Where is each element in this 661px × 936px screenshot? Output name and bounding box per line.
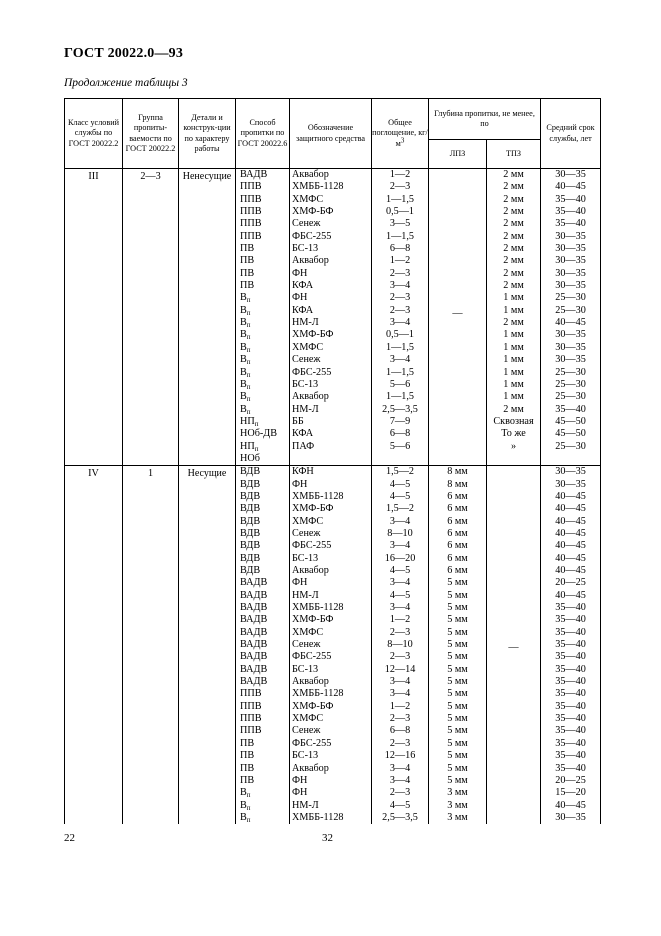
table-cell: ФН — [292, 577, 308, 589]
table-cell: ФН — [292, 267, 308, 279]
table-cell: 1 мм — [503, 329, 524, 341]
table-cell: КФА — [292, 428, 314, 440]
parts-cell: Ненесущие — [179, 169, 236, 466]
table-cell: ВДВ — [240, 552, 261, 564]
table-cell: ФБС-255 — [292, 651, 332, 663]
table-cell: 1 мм — [503, 304, 524, 316]
table-cell: 2 мм — [503, 317, 524, 329]
table-cell: Аквабор — [292, 762, 329, 774]
table-cell: ВДВ — [240, 478, 261, 490]
table-cell: НМ-Л — [292, 799, 319, 811]
table-cell: Аквабор — [292, 391, 329, 403]
dash-mark: — — [508, 642, 519, 654]
parts-cell: Несущие — [179, 466, 236, 824]
table-cell: 40—45 — [555, 181, 586, 193]
table-cell: 2 мм — [503, 280, 524, 292]
tpz-column — [487, 466, 541, 824]
table-cell: 6 мм — [447, 503, 468, 515]
table-cell: 40—45 — [555, 565, 586, 576]
table-cell: ВДВ — [240, 490, 261, 502]
table-cell: Сенеж — [292, 639, 321, 651]
table-cell: 4—5 — [389, 490, 411, 502]
method-column — [236, 169, 290, 466]
table-cell: НМ-Л — [292, 403, 319, 415]
table-cell: 35—40 — [555, 639, 586, 651]
table-cell: 2,5—3,5 — [382, 403, 418, 415]
table-cell: 3—4 — [389, 602, 411, 614]
table-cell: 5 мм — [447, 725, 468, 737]
table-cell: ВДВ — [240, 503, 261, 515]
table-cell: 40—45 — [555, 515, 586, 527]
lpz-column — [429, 466, 487, 824]
impregnation-table — [64, 98, 601, 824]
table-cell: 4—5 — [389, 799, 411, 811]
table-cell: ХМФС — [292, 515, 324, 527]
table-cell: 2,5—3,5 — [382, 811, 418, 823]
table-cell: ХМББ-1128 — [292, 490, 344, 502]
table-cell: 30—35 — [555, 280, 586, 292]
header-lpz: ЛПЗ — [429, 140, 487, 169]
life-column — [541, 466, 601, 824]
document-title: ГОСТ 20022.0—93 — [64, 46, 184, 61]
table-cell: 3 мм — [447, 799, 468, 811]
table-cell: 30—35 — [555, 341, 586, 353]
table-cell: $В_п$ — [240, 329, 251, 342]
table-cell: 40—45 — [555, 317, 586, 329]
table-cell: ПВ — [240, 750, 255, 762]
table-cell: $В_п$ — [240, 354, 251, 367]
table-cell: 25—30 — [555, 366, 586, 378]
table-cell: ВАДВ — [240, 589, 268, 601]
table-cell: 5 мм — [447, 614, 468, 626]
table-cell: ВАДВ — [240, 663, 268, 675]
table-cell: 1—1,5 — [385, 341, 414, 353]
table-cell: ФН — [292, 292, 308, 304]
table-cell: ПВ — [240, 737, 255, 749]
table-cell: 30—35 — [555, 230, 586, 242]
table-cell: 2 мм — [503, 255, 524, 267]
table-cell: 25—30 — [555, 440, 586, 452]
table-section — [65, 169, 601, 466]
table-cell: ФБС-255 — [292, 230, 332, 242]
table-cell: $В_п$ — [240, 341, 251, 354]
table-cell: 2 мм — [503, 181, 524, 193]
table-cell: ПВ — [240, 243, 255, 255]
table-cell: 2 мм — [503, 169, 524, 180]
table-cell: ХМФС — [292, 626, 324, 638]
table-cell: 5 мм — [447, 639, 468, 651]
table-cell: 4—5 — [389, 565, 411, 576]
table-cell: ППВ — [240, 181, 262, 193]
table-cell: БС-13 — [292, 663, 319, 675]
table-cell: ББ — [292, 415, 304, 427]
table-cell: ВАДВ — [240, 577, 268, 589]
table-cell: 40—45 — [555, 503, 586, 515]
table-cell: 30—35 — [555, 255, 586, 267]
table-cell: 40—45 — [555, 589, 586, 601]
table-cell: Аквабор — [292, 169, 329, 180]
table-cell: 1 мм — [503, 391, 524, 403]
table-cell: 8 мм — [447, 466, 468, 478]
lpz-column — [429, 169, 487, 466]
table-cell: Сквозная — [493, 415, 534, 427]
table-cell: 12—14 — [384, 663, 416, 675]
table-cell: 35—40 — [555, 700, 586, 712]
table-cell: ПВ — [240, 255, 255, 267]
header-absorption: Общее поглощение, $кг/м^3$ — [372, 99, 429, 169]
table-cell: 3—4 — [389, 676, 411, 688]
table-cell: 30—35 — [555, 811, 586, 823]
table-cell: 30—35 — [555, 169, 586, 180]
table-cell: ФН — [292, 478, 308, 490]
table-cell: 1—2 — [389, 255, 411, 267]
table-cell: 1—1,5 — [385, 391, 414, 403]
table-cell: 45—50 — [555, 428, 586, 440]
table-cell: 35—40 — [555, 725, 586, 737]
table-cell: 40—45 — [555, 490, 586, 502]
absorption-column — [372, 466, 429, 824]
table-cell: ППВ — [240, 218, 262, 230]
table-cell: $В_п$ — [240, 317, 251, 330]
table-cell: КФА — [292, 280, 314, 292]
table-cell: $В_п$ — [240, 378, 251, 391]
table-cell: ППВ — [240, 700, 262, 712]
table-cell: 2—3 — [389, 737, 411, 749]
table-cell: ПАФ — [292, 440, 315, 452]
class-cell: IV — [65, 466, 123, 824]
table-cell: 1—1,5 — [385, 366, 414, 378]
table-cell: 2 мм — [503, 218, 524, 230]
table-cell: 35—40 — [555, 218, 586, 230]
table-cell: ФБС-255 — [292, 366, 332, 378]
table-cell: ПВ — [240, 774, 255, 786]
table-cell: ХМФ-БФ — [292, 700, 334, 712]
table-cell: 12—16 — [384, 750, 416, 762]
table-cell: ФБС-255 — [292, 540, 332, 552]
table-cell: 3—4 — [389, 540, 411, 552]
table-cell: 6—8 — [389, 243, 411, 255]
table-cell: 1 мм — [503, 292, 524, 304]
table-cell: ППВ — [240, 206, 262, 218]
table-cell: ВАДВ — [240, 614, 268, 626]
table-cell: 40—45 — [555, 552, 586, 564]
header-method: Способ пропитки по ГОСТ 20022.6 — [236, 99, 290, 169]
table-cell: 6 мм — [447, 490, 468, 502]
table-cell: 30—35 — [555, 478, 586, 490]
table-cell: $В_п$ — [240, 403, 251, 416]
table-cell: 5 мм — [447, 774, 468, 786]
table-cell: 3—4 — [389, 577, 411, 589]
table-cell: 5—6 — [389, 440, 411, 452]
table-cell: 3—4 — [389, 280, 411, 292]
class-cell: III — [65, 169, 123, 466]
table-cell: 5 мм — [447, 700, 468, 712]
table-cell: 45—50 — [555, 415, 586, 427]
table-cell: 35—40 — [555, 206, 586, 218]
table-cell: 5 мм — [447, 663, 468, 675]
table-cell: 5 мм — [447, 737, 468, 749]
table-cell: БС-13 — [292, 552, 319, 564]
table-cell: 1—2 — [389, 700, 411, 712]
table-cell: 5 мм — [447, 688, 468, 700]
table-cell: 1 мм — [503, 378, 524, 390]
table-cell: 5 мм — [447, 602, 468, 614]
table-cell: ПВ — [240, 762, 255, 774]
table-cell: Аквабор — [292, 255, 329, 267]
table-cell: 2 мм — [503, 206, 524, 218]
table-cell: ХМББ-1128 — [292, 181, 344, 193]
header-parts: Детали и конструк-ции по характеру работы — [179, 99, 236, 169]
table-cell: БС-13 — [292, 378, 319, 390]
table-cell: 5 мм — [447, 676, 468, 688]
table-cell: Сенеж — [292, 527, 321, 539]
table-cell: 0,5—1 — [385, 206, 414, 218]
table-cell: 35—40 — [555, 602, 586, 614]
page-number-left: 22 — [64, 832, 75, 844]
method-column — [236, 466, 290, 824]
table-cell: 1 мм — [503, 341, 524, 353]
table-cell: 20—25 — [555, 774, 586, 786]
table-cell: ПВ — [240, 280, 255, 292]
table-cell: 40—45 — [555, 540, 586, 552]
table-cell: 25—30 — [555, 304, 586, 316]
table-cell: 1—1,5 — [385, 193, 414, 205]
table-cell: $В_п$ — [240, 811, 251, 824]
table-cell: Аквабор — [292, 565, 329, 576]
table-cell: 35—40 — [555, 750, 586, 762]
table-cell: 35—40 — [555, 737, 586, 749]
table-cell: $В_п$ — [240, 366, 251, 379]
table-section — [65, 466, 601, 824]
table-cell: ВАДВ — [240, 639, 268, 651]
table-cell: 0,5—1 — [385, 329, 414, 341]
table-cell: 35—40 — [555, 193, 586, 205]
table-cell: 1 мм — [503, 366, 524, 378]
table-cell: 6 мм — [447, 565, 468, 576]
table-cell: НМ-Л — [292, 589, 319, 601]
group-cell: 2—3 — [123, 169, 179, 466]
table-cell: БС-13 — [292, 243, 319, 255]
table-cell: 1—2 — [389, 169, 411, 180]
table-cell: 3—4 — [389, 774, 411, 786]
table-cell: 35—40 — [555, 651, 586, 663]
table-cell: $НП_п$ — [240, 415, 259, 428]
table-cell: 15—20 — [555, 787, 586, 799]
table-cell: $В_п$ — [240, 799, 251, 812]
table-cell: КФА — [292, 304, 314, 316]
table-cell: 6 мм — [447, 515, 468, 527]
table-cell: 4—5 — [389, 589, 411, 601]
table-cell: ППВ — [240, 688, 262, 700]
life-column — [541, 169, 601, 466]
table-cell: 35—40 — [555, 403, 586, 415]
table-cell: 35—40 — [555, 762, 586, 774]
table-cell: 25—30 — [555, 391, 586, 403]
table-cell: 6 мм — [447, 527, 468, 539]
table-cell: 8—10 — [387, 639, 413, 651]
table-cell: 2 мм — [503, 193, 524, 205]
table-cell: 5 мм — [447, 750, 468, 762]
table-cell: ППВ — [240, 725, 262, 737]
table-cell: ВАДВ — [240, 602, 268, 614]
table-cell: ВДВ — [240, 565, 261, 576]
table-cell: 5 мм — [447, 577, 468, 589]
table-cell: ВАДВ — [240, 169, 268, 180]
table-cell: 30—35 — [555, 466, 586, 478]
table-cell: 2 мм — [503, 403, 524, 415]
table-cell: Сенеж — [292, 218, 321, 230]
table-cell: НОб-ДВ — [240, 428, 278, 440]
dash-mark: — — [452, 308, 463, 320]
table-cell: ХМФС — [292, 193, 324, 205]
designation-column — [290, 466, 372, 824]
table-cell: ВДВ — [240, 466, 261, 478]
table-cell: 2—3 — [389, 267, 411, 279]
header-designation: Обозначение защитного средства — [290, 99, 372, 169]
table-cell: 25—30 — [555, 292, 586, 304]
table-cell: 1,5—2 — [385, 466, 414, 478]
table-cell: $В_п$ — [240, 787, 251, 800]
table-cell: 2 мм — [503, 267, 524, 279]
table-cell: 5 мм — [447, 762, 468, 774]
table-cell: БС-13 — [292, 750, 319, 762]
table-cell: 3—5 — [389, 218, 411, 230]
table-cell: То же — [501, 428, 526, 440]
table-cell: ФН — [292, 787, 308, 799]
table-cell: 35—40 — [555, 713, 586, 725]
table-cell: 2—3 — [389, 787, 411, 799]
table-cell: 40—45 — [555, 527, 586, 539]
table-cell: 1—1,5 — [385, 230, 414, 242]
table-cell: 6 мм — [447, 552, 468, 564]
table-cell: 6—8 — [389, 725, 411, 737]
table-cell: 7—9 — [389, 415, 411, 427]
table-cell: 3 мм — [447, 811, 468, 823]
table-cell: ХМББ-1128 — [292, 688, 344, 700]
table-cell: 3—4 — [389, 688, 411, 700]
tpz-column — [487, 169, 541, 466]
table-cell: 30—35 — [555, 329, 586, 341]
table-cell: 20—25 — [555, 577, 586, 589]
table-cell: 5 мм — [447, 589, 468, 601]
table-cell: 5—6 — [389, 378, 411, 390]
table-cell: 30—35 — [555, 267, 586, 279]
table-cell: 2 мм — [503, 243, 524, 255]
table-cell: 6—8 — [389, 428, 411, 440]
header-depth: Глубина пропитки, не менее, по — [429, 99, 541, 140]
table-cell: 35—40 — [555, 663, 586, 675]
table-cell: ХМФС — [292, 713, 324, 725]
table-cell: ХМФ-БФ — [292, 206, 334, 218]
table-cell: 2—3 — [389, 651, 411, 663]
table-cell: 40—45 — [555, 799, 586, 811]
table-cell: ППВ — [240, 713, 262, 725]
table-cell: 35—40 — [555, 688, 586, 700]
table-cell: ХМФ-БФ — [292, 503, 334, 515]
table-cell: 3—4 — [389, 762, 411, 774]
designation-column — [290, 169, 372, 466]
table-cell: ВДВ — [240, 515, 261, 527]
table-cell: Сенеж — [292, 725, 321, 737]
table-cell: 30—35 — [555, 243, 586, 255]
table-caption: Продолжение таблицы 3 — [64, 77, 188, 89]
table-cell: ХМФС — [292, 341, 324, 353]
table-cell: ВДВ — [240, 540, 261, 552]
table-cell: 25—30 — [555, 378, 586, 390]
table-cell: НМ-Л — [292, 317, 319, 329]
table-cell: ВДВ — [240, 527, 261, 539]
table-cell: ХМФ-БФ — [292, 329, 334, 341]
table-cell: ХМББ-1128 — [292, 602, 344, 614]
table-cell: ППВ — [240, 193, 262, 205]
table-cell: ВАДВ — [240, 626, 268, 638]
table-cell: 1 мм — [503, 354, 524, 366]
table-cell: $В_п$ — [240, 304, 251, 317]
table-cell: 35—40 — [555, 614, 586, 626]
table-cell: $В_п$ — [240, 391, 251, 404]
table-cell: $НП_п$ — [240, 440, 259, 453]
table-cell: 6 мм — [447, 540, 468, 552]
table-cell: 1,5—2 — [385, 503, 414, 515]
table-cell: 2—3 — [389, 292, 411, 304]
table-cell: ФБС-255 — [292, 737, 332, 749]
table-cell: 5 мм — [447, 626, 468, 638]
table-cell: ХМББ-1128 — [292, 811, 344, 823]
group-cell: 1 — [123, 466, 179, 824]
table-cell: 8—10 — [387, 527, 413, 539]
table-cell: 35—40 — [555, 626, 586, 638]
table-cell: ХМФ-БФ — [292, 614, 334, 626]
table-cell: НОб — [240, 452, 260, 464]
table-cell: 3—4 — [389, 515, 411, 527]
table-cell: 2—3 — [389, 713, 411, 725]
table-cell: ФН — [292, 774, 308, 786]
table-cell: Аквабор — [292, 676, 329, 688]
table-cell: ППВ — [240, 230, 262, 242]
table-cell: » — [510, 440, 517, 452]
table-cell: 8 мм — [447, 478, 468, 490]
table-cell: 30—35 — [555, 354, 586, 366]
table-cell: ВАДВ — [240, 676, 268, 688]
page-number-center: 32 — [322, 832, 333, 844]
header-life: Средний срок службы, лет — [541, 99, 601, 169]
table-cell: 5 мм — [447, 713, 468, 725]
header-group: Группа пропиты-ваемости по ГОСТ 20022.2 — [123, 99, 179, 169]
header-class: Класс условий службы по ГОСТ 20022.2 — [65, 99, 123, 169]
absorption-column — [372, 169, 429, 466]
header-tpz: ТПЗ — [487, 140, 541, 169]
table-cell: 3 мм — [447, 787, 468, 799]
table-cell: 2—3 — [389, 304, 411, 316]
table-cell: $В_п$ — [240, 292, 251, 305]
table-cell: 35—40 — [555, 676, 586, 688]
table-cell: 3—4 — [389, 317, 411, 329]
table-cell: ВАДВ — [240, 651, 268, 663]
table-cell: 4—5 — [389, 478, 411, 490]
table-cell: 2—3 — [389, 181, 411, 193]
table-cell: 1—2 — [389, 614, 411, 626]
table-cell: 16—20 — [384, 552, 416, 564]
table-cell: Сенеж — [292, 354, 321, 366]
table-cell: ПВ — [240, 267, 255, 279]
table-cell: 2—3 — [389, 626, 411, 638]
table-cell: 2 мм — [503, 230, 524, 242]
table-cell: КФН — [292, 466, 314, 478]
table-cell: 5 мм — [447, 651, 468, 663]
table-cell: 3—4 — [389, 354, 411, 366]
